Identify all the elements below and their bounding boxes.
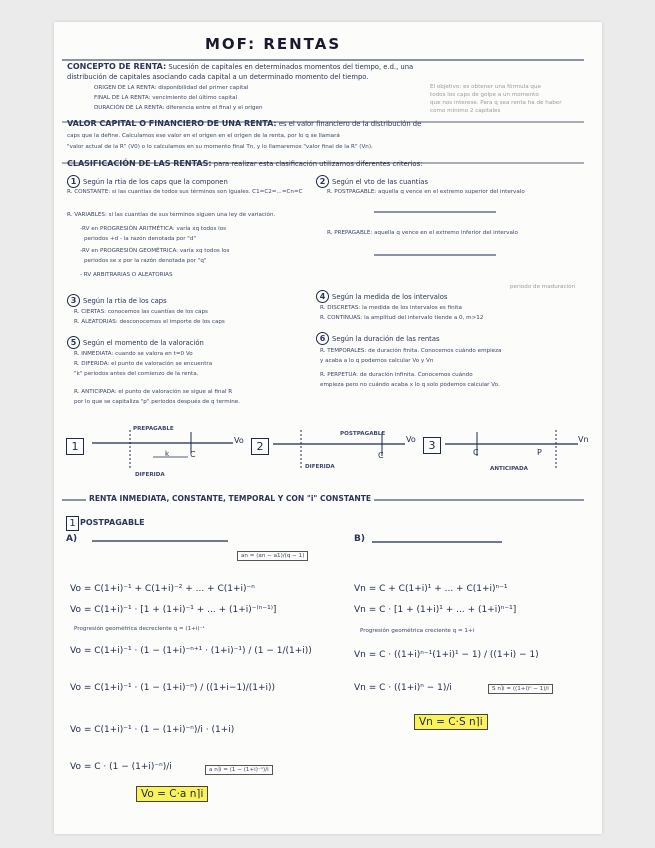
criterio-4-number: 4 — [316, 290, 329, 303]
c6-line-2: R. PERPETUA: de duración infinita. Conocemos cuándo — [320, 372, 473, 378]
concepto-side1: El objetivo: es obtener una fórmula que — [430, 84, 541, 90]
vo-step-2: Vo = C(1+i)⁻¹ · [1 + (1+i)⁻¹ + ... + (1+i)⁻⁽ⁿ⁻¹⁾] — [70, 605, 277, 615]
timeline-1-tag: DIFERIDA — [135, 472, 165, 478]
timeline-3-p: P — [537, 448, 542, 457]
c1-line-6: - RV ARBITRARIAS O ALEATORIAS — [80, 272, 173, 278]
timeline-3-tag: ANTICIPADA — [490, 466, 528, 472]
concepto-text2: distribución de capitales asociando cada capital a un determinado momento del tiempo. — [67, 73, 369, 81]
vn-result — [414, 717, 488, 729]
vo-step-5: Vo = C(1+i)⁻¹ · (1 − (1+i)⁻ⁿ)/i · (1+i) — [70, 725, 235, 735]
criterio-6-label: Según la duración de las rentas — [332, 335, 440, 343]
c2-prepagable: R. PREPAGABLE: aquella q vence en el extremo inferior del intervalo — [327, 230, 518, 236]
criterio-6-number: 6 — [316, 332, 329, 345]
criterio-3-title — [67, 294, 167, 307]
vo-note: Progresión geométrica decreciente q = (1+i)⁻¹ — [74, 626, 205, 632]
c5-line-3: R. ANTICIPADA: el punto de valoración se sigue al final R — [74, 389, 233, 395]
c1-line-3: periodos +d - la razón denotada por "d" — [84, 236, 197, 242]
criterio-1-title — [67, 175, 228, 188]
criterio-5-number: 5 — [67, 336, 80, 349]
vo-step-4: Vo = C(1+i)⁻¹ · (1 − (1+i)⁻ⁿ) / ((1+i−1)/(1+i)) — [70, 683, 276, 693]
c1-line-1: R. VARIABLES: si las cuantías de sus términos siguen una ley de variación. — [67, 212, 276, 218]
concepto-side2: todos los caps de golpe a un momento — [430, 92, 539, 98]
c5-line-2: "k" periodos antes del comienzo de la renta. — [74, 371, 199, 377]
criterio-4-label: Según la medida de los intervalos — [332, 293, 448, 301]
timeline-2-tag: DIFERIDA — [305, 464, 335, 470]
c4-line-0: R. DISCRETAS: la medida de los intervalos es finita — [320, 305, 462, 311]
page-title: MOF: RENTAS — [205, 35, 342, 53]
timeline-3-vn: Vn — [578, 435, 589, 444]
concepto-side4: como mínimo 2 capitales — [430, 108, 501, 114]
concepto-origen: ORIGEN DE LA RENTA: disponibilidad del primer capital — [94, 85, 249, 91]
vo-step-6: Vo = C · (1 − (1+i)⁻ⁿ)/i — [70, 762, 172, 772]
criterio-3-label: Según la rtia de los caps — [83, 297, 167, 305]
timeline-1-number: 1 — [66, 438, 84, 455]
sn-definition: S n⌉i = ((1+i)ⁿ − 1)/i — [488, 684, 553, 694]
criterio-6-title — [316, 332, 440, 345]
c3-line-1: R. ALEATORIAS: desconocemos el importe de los caps — [74, 319, 225, 325]
clasif-line — [67, 160, 422, 169]
c1-line-5: periodos se x por la razón denotada por "q" — [84, 258, 207, 264]
section2-an-diag: an = (an − a1)/(q − 1) — [237, 551, 308, 561]
concepto-text1: Sucesión de capitales en determinados momentos del tiempo, e.d., una — [168, 63, 414, 71]
concepto-duracion: DURACIÓN DE LA RENTA: diferencia entre el final y el origen — [94, 105, 263, 111]
c5-line-0: R. INMEDIATA: cuando se valora en t=0 Vo — [74, 351, 193, 357]
vn-result-box: Vn = C·S n⌉i — [414, 714, 488, 730]
c4-note: periodo de maduración — [510, 284, 576, 290]
clasif-intro: para realizar esta clasificación utilizamos diferentes criterios: — [213, 160, 423, 168]
timeline-1-label: PREPAGABLE — [133, 426, 174, 432]
c5-line-1: R. DIFERIDA: el punto de valoración se encuentra — [74, 361, 213, 367]
c6-line-0: R. TEMPORALES: de duración finita. Conocemos cuándo empieza — [320, 348, 502, 354]
vn-step-2: Vn = C · [1 + (1+i)¹ + ... + (1+i)ⁿ⁻¹] — [354, 605, 517, 615]
c1-line-4: -RV en PROGRESIÓN GEOMÉTRICA: varía xq todos los — [80, 248, 230, 254]
vn-step-4: Vn = C · ((1+i)ⁿ − 1)/i — [354, 683, 452, 693]
c1-line-0: R. CONSTANTE: si las cuantías de todos sus términos son iguales. C1=C2=...=Cn=C — [67, 189, 303, 195]
c2-postpagable: R. POSTPAGABLE: aquella q vence en el extremo superior del intervalo — [327, 189, 525, 195]
c6-line-3: empieza pero no cuándo acaba x lo q solo podemos calcular Vo. — [320, 382, 500, 388]
criterio-3-number: 3 — [67, 294, 80, 307]
valor-heading: VALOR CAPITAL O FINANCIERO DE UNA RENTA: — [67, 119, 277, 128]
section2-sub: POSTPAGABLE — [80, 518, 145, 527]
criterio-2-number: 2 — [316, 175, 329, 188]
an-definition: a n⌉i = (1 − (1+i)⁻ⁿ)/i — [205, 765, 273, 775]
valor-text1: es el valor financiero de la distribución de — [278, 120, 422, 128]
timeline-1-k: k — [165, 450, 170, 458]
vo-step-3: Vo = C(1+i)⁻¹ · (1 − (1+i)⁻ⁿ⁺¹ · (1+i)⁻¹) / (1 − 1/(1+i)) — [70, 646, 312, 656]
timeline-3-number: 3 — [423, 437, 441, 454]
timeline-2-c: C — [378, 451, 384, 460]
section2-b: B) — [354, 534, 365, 544]
section2-number: 1 — [66, 516, 79, 531]
section2-a: A) — [66, 534, 78, 544]
timeline-1-c: C — [190, 450, 196, 459]
timeline-2-vo: Vo — [406, 435, 416, 444]
c4-line-1: R. CONTINUAS: la amplitud del intervalo tiende a 0, m>12 — [320, 315, 484, 321]
criterio-1-label: Según la rtia de los caps que la componen — [83, 178, 228, 186]
timeline-2-label: POSTPAGABLE — [340, 431, 386, 437]
criterio-2-label: Según el vto de las cuantías — [332, 178, 429, 186]
vn-note: Progresión geométrica creciente q = 1+i — [360, 628, 475, 634]
vn-step-1: Vn = C + C(1+i)¹ + ... + C(1+i)ⁿ⁻¹ — [354, 584, 508, 594]
vo-result — [136, 789, 208, 801]
criterio-5-title — [67, 336, 204, 349]
c3-line-0: R. CIERTAS: conocemos las cuantías de los caps — [74, 309, 208, 315]
concepto-heading: CONCEPTO DE RENTA: — [67, 62, 167, 71]
valor-text2: caps que la define. Calculamos ese valor en el origen en el origen de la renta, por lo q se llamará — [67, 133, 340, 139]
criterio-5-label: Según el momento de la valoración — [83, 339, 204, 347]
concepto-line1 — [67, 63, 413, 72]
timeline-3-c: C — [473, 448, 479, 457]
criterio-4-title — [316, 290, 447, 303]
concepto-final: FINAL DE LA RENTA: vencimiento del último capital — [94, 95, 238, 101]
section2-heading: RENTA INMEDIATA, CONSTANTE, TEMPORAL Y CON "i" CONSTANTE — [86, 495, 374, 503]
c6-line-1: y acaba a lo q podemos calcular Vo y Vn — [320, 358, 434, 364]
clasif-heading: CLASIFICACIÓN DE LAS RENTAS: — [67, 159, 212, 168]
valor-text3: "valor actual de la R" (V0) o lo calculamos en su momento final Tn, y lo llamaremos "valor final de la R" (Vn). — [67, 144, 373, 150]
criterio-1-number: 1 — [67, 175, 80, 188]
c1-line-2: -RV en PROGRESIÓN ARITMÉTICA: varía xq todos los — [80, 226, 227, 232]
vn-step-3: Vn = C · ((1+i)ⁿ⁻¹(1+i)¹ − 1) / ((1+i) − 1) — [354, 650, 539, 660]
vo-step-1: Vo = C(1+i)⁻¹ + C(1+i)⁻² + ... + C(1+i)⁻ⁿ — [70, 584, 255, 594]
timeline-1-vo: Vo — [234, 436, 244, 445]
c5-line-4: por lo que se capitaliza "p" periodos después de q termine. — [74, 399, 240, 405]
criterio-2-title — [316, 175, 428, 188]
valor-line1 — [67, 120, 421, 129]
timeline-2-number: 2 — [251, 438, 269, 455]
vo-result-box: Vo = C·a n⌉i — [136, 786, 208, 802]
concepto-side3: que nos interese. Para q sea renta ha de haber — [430, 100, 562, 106]
